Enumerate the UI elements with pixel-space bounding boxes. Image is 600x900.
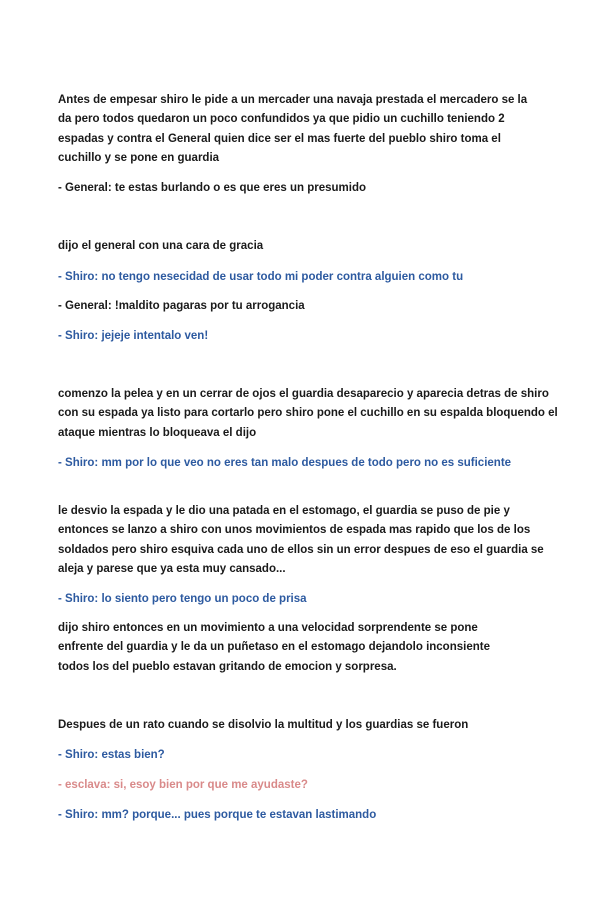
narration-paragraph: Despues de un rato cuando se disolvio la multitud y los guardias se fueron xyxy=(58,719,469,731)
dialogue-shiro: - Shiro: lo siento pero tengo un poco de prisa xyxy=(58,593,307,605)
dialogue-shiro: - Shiro: no tengo nesecidad de usar todo mi poder contra alguien como tu xyxy=(58,271,464,283)
narration-paragraph: dijo shiro entonces en un movimiento a una velocidad sorprendente se pone enfrente del guardia y le da un puñetaso en el estomago dejandolo inconsiente todos los del pueblo estavan gritando de emocion y sorpresa. xyxy=(58,622,490,673)
narration-paragraph: dijo el general con una cara de gracia xyxy=(58,240,264,252)
dialogue-general: - General: te estas burlando o es que eres un presumido xyxy=(58,182,367,194)
dialogue-shiro: - Shiro: jejeje intentalo ven! xyxy=(58,330,209,342)
dialogue-shiro: - Shiro: estas bien? xyxy=(58,749,165,761)
dialogue-shiro: - Shiro: mm por lo que veo no eres tan malo despues de todo pero no es suficiente xyxy=(58,457,512,469)
dialogue-shiro: - Shiro: mm? porque... pues porque te estavan lastimando xyxy=(58,809,377,821)
dialogue-general: - General: !maldito pagaras por tu arrogancia xyxy=(58,300,305,312)
narration-paragraph: Antes de empesar shiro le pide a un mercader una navaja prestada el mercadero se la da pero todos quedaron un poco confundidos ya que pidio un cuchillo teniendo 2 espadas y contra el General quien dice ser el mas fuerte del pueblo shiro toma el cuchillo y se pone en guardia xyxy=(58,94,528,164)
narration-paragraph: le desvio la espada y le dio una patada en el estomago, el guardia se puso de pie y entonces se lanzo a shiro con unos movimientos de espada mas rapido que los de los soldados pero shiro esquiva cada uno de ellos sin un error despues de eso el guardia se aleja y parese que ya esta muy cansado... xyxy=(58,505,544,575)
narration-paragraph: comenzo la pelea y en un cerrar de ojos el guardia desaparecio y aparecia detras de shiro con su espada ya listo para cortarlo pero shiro pone el cuchillo en su espalda bloquendo el ataque mientras lo bloqueava el dijo xyxy=(58,388,558,439)
dialogue-esclava: - esclava: si, esoy bien por que me ayudaste? xyxy=(58,779,308,791)
